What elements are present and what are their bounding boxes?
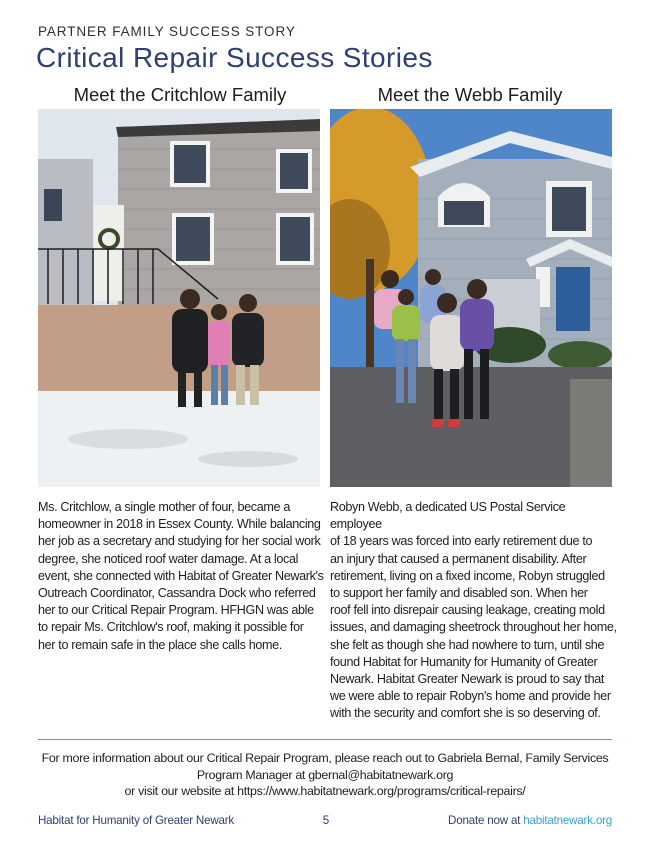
critchlow-story — [38, 499, 324, 654]
webb-story-line: of 18 years was forced into early retirement due to — [330, 534, 593, 549]
webb-photo-illustration — [330, 109, 612, 487]
critchlow-photo-illustration — [38, 109, 320, 487]
section-divider — [38, 739, 612, 740]
critchlow-story-line: degree, she noticed roof water damage. At a local — [38, 551, 299, 566]
webb-story-line: roof fell into disrepair causing leakage, creating mold — [330, 603, 605, 618]
webb-story-line: with the security and comfort she is so deserving of. — [330, 706, 601, 721]
webb-story-line: retirement, living on a fixed income, Robyn struggled — [330, 568, 605, 583]
webb-story-line: she felt as though she had nowhere to turn, until she — [330, 637, 605, 652]
eyebrow-label: PARTNER FAMILY SUCCESS STORY — [38, 24, 296, 39]
webb-story-line: issues, and damaging sheetrock throughout her home, — [330, 620, 617, 635]
donate-link[interactable]: habitatnewark.org — [523, 814, 612, 827]
page-number: 5 — [322, 814, 330, 827]
critchlow-story-line: her job as a secretary and studying for her social work — [38, 534, 321, 549]
critchlow-story-line: her to our Critical Repair Program. HFHGN was able — [38, 603, 314, 618]
footer-org-name: Habitat for Humanity of Greater Newark — [38, 814, 235, 827]
webb-heading: Meet the Webb Family — [377, 84, 563, 105]
more-info-line: For more information about our Critical Repair Program, please reach out to Gabriela Bernal, Family Services — [41, 751, 609, 765]
critchlow-story-line: homeowner in 2018 in Essex County. While balancing — [38, 517, 321, 532]
webb-story-line: to support her family and disabled son. When her — [330, 586, 588, 601]
footer-donate — [448, 814, 612, 827]
webb-story-line: Newark. Habitat Greater Newark is proud to say that — [330, 672, 605, 687]
critchlow-story-line: Outreach Coordinator, Cassandra Dock who referred — [38, 586, 316, 601]
webb-story-line: Robyn Webb, a dedicated US Postal Service employee — [330, 500, 566, 532]
critchlow-story-line: to repair Ms. Critchlow's roof, making it possible for — [38, 620, 304, 635]
donate-prefix: Donate now at — [448, 814, 524, 827]
more-info-website[interactable]: or visit our website at https://www.habitatnewark.org/programs/critical-repairs/ — [124, 784, 526, 798]
webb-story-line: found Habitat for Humanity for Humanity of Greater — [330, 654, 598, 669]
webb-story-line: we were able to repair Robyn's home and provide her — [330, 689, 611, 704]
webb-story-line: an injury that caused a permanent disability. After — [330, 551, 587, 566]
critchlow-story-line: event, she connected with Habitat of Greater Newark's — [38, 568, 324, 583]
webb-story — [330, 499, 620, 723]
critchlow-heading: Meet the Critchlow Family — [73, 84, 287, 105]
webb-family-photo — [330, 109, 612, 487]
critchlow-story-line: her to remain safe in the place she calls home. — [38, 637, 282, 652]
critchlow-story-line: Ms. Critchlow, a single mother of four, became a — [38, 500, 290, 514]
page-title: Critical Repair Success Stories — [36, 42, 433, 73]
critchlow-family-photo — [38, 109, 320, 487]
more-info-email[interactable]: Program Manager at gbernal@habitatnewark.org — [196, 767, 454, 782]
more-info-block — [38, 750, 612, 800]
